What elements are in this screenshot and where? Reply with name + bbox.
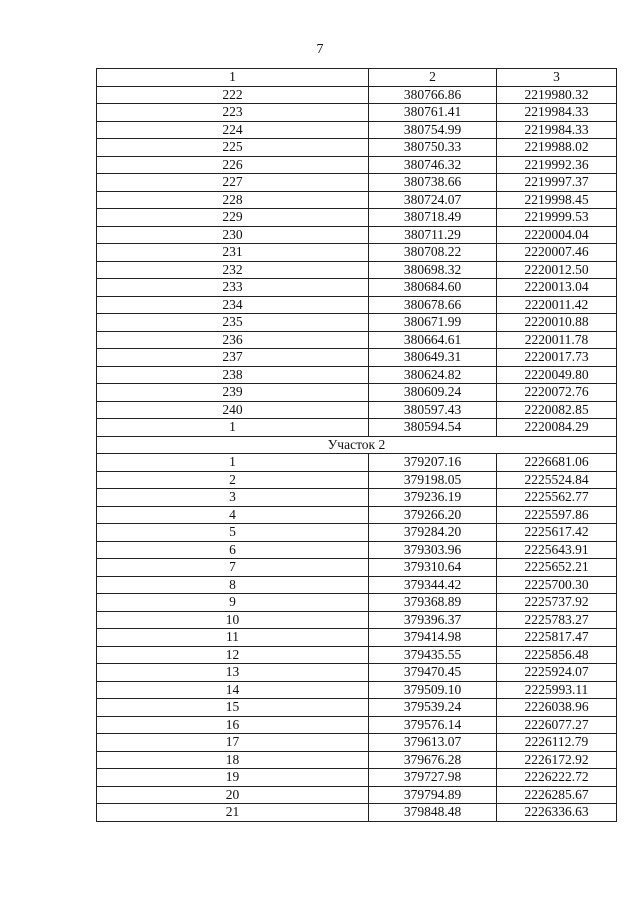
point-number-cell: 2	[97, 471, 369, 489]
table-row	[97, 506, 617, 524]
table-row	[97, 664, 617, 682]
y-coordinate-cell: 2220012.50	[497, 261, 617, 279]
section-title: Участок 2	[97, 436, 617, 454]
table-row	[97, 629, 617, 647]
point-number-cell: 19	[97, 769, 369, 787]
x-coordinate-cell: 380711.29	[369, 226, 497, 244]
point-number-cell: 224	[97, 121, 369, 139]
x-coordinate-cell: 379207.16	[369, 454, 497, 472]
table-row	[97, 86, 617, 104]
y-coordinate-cell: 2219997.37	[497, 174, 617, 192]
table-row	[97, 611, 617, 629]
table-row	[97, 156, 617, 174]
table-row	[97, 104, 617, 122]
y-coordinate-cell: 2225817.47	[497, 629, 617, 647]
x-coordinate-cell: 380609.24	[369, 384, 497, 402]
table-row	[97, 769, 617, 787]
point-number-cell: 3	[97, 489, 369, 507]
table-row	[97, 751, 617, 769]
x-coordinate-cell: 380718.49	[369, 209, 497, 227]
y-coordinate-cell: 2220072.76	[497, 384, 617, 402]
x-coordinate-cell: 379539.24	[369, 699, 497, 717]
y-coordinate-cell: 2220013.04	[497, 279, 617, 297]
point-number-cell: 240	[97, 401, 369, 419]
point-number-cell: 236	[97, 331, 369, 349]
x-coordinate-cell: 380594.54	[369, 419, 497, 437]
y-coordinate-cell: 2219998.45	[497, 191, 617, 209]
point-number-cell: 8	[97, 576, 369, 594]
x-coordinate-cell: 379435.55	[369, 646, 497, 664]
table-row	[97, 226, 617, 244]
x-coordinate-cell: 380738.66	[369, 174, 497, 192]
y-coordinate-cell: 2220010.88	[497, 314, 617, 332]
point-number-cell: 223	[97, 104, 369, 122]
table-row	[97, 646, 617, 664]
table-row	[97, 401, 617, 419]
x-coordinate-cell: 379266.20	[369, 506, 497, 524]
table-row	[97, 734, 617, 752]
table-row	[97, 279, 617, 297]
x-coordinate-cell: 379613.07	[369, 734, 497, 752]
point-number-cell: 16	[97, 716, 369, 734]
point-number-cell: 10	[97, 611, 369, 629]
point-number-cell: 229	[97, 209, 369, 227]
x-coordinate-cell: 380708.22	[369, 244, 497, 262]
table-row	[97, 331, 617, 349]
table-row	[97, 804, 617, 822]
y-coordinate-cell: 2226681.06	[497, 454, 617, 472]
point-number-cell: 225	[97, 139, 369, 157]
table-row	[97, 296, 617, 314]
table-row	[97, 559, 617, 577]
x-coordinate-cell: 380766.86	[369, 86, 497, 104]
y-coordinate-cell: 2225856.48	[497, 646, 617, 664]
point-number-cell: 234	[97, 296, 369, 314]
y-coordinate-cell: 2219980.32	[497, 86, 617, 104]
y-coordinate-cell: 2226222.72	[497, 769, 617, 787]
table-row	[97, 244, 617, 262]
y-coordinate-cell: 2219984.33	[497, 121, 617, 139]
x-coordinate-cell: 380597.43	[369, 401, 497, 419]
x-coordinate-cell: 379284.20	[369, 524, 497, 542]
x-coordinate-cell: 380649.31	[369, 349, 497, 367]
x-coordinate-cell: 379396.37	[369, 611, 497, 629]
y-coordinate-cell: 2219992.36	[497, 156, 617, 174]
table-row	[97, 384, 617, 402]
table-row	[97, 419, 617, 437]
point-number-cell: 1	[97, 419, 369, 437]
y-coordinate-cell: 2225993.11	[497, 681, 617, 699]
table-row	[97, 121, 617, 139]
point-number-cell: 237	[97, 349, 369, 367]
point-number-cell: 222	[97, 86, 369, 104]
y-coordinate-cell: 2226112.79	[497, 734, 617, 752]
table-header-row	[97, 69, 617, 87]
point-number-cell: 4	[97, 506, 369, 524]
x-coordinate-cell: 379727.98	[369, 769, 497, 787]
column-header-1: 1	[97, 69, 369, 87]
table-row	[97, 471, 617, 489]
y-coordinate-cell: 2220049.80	[497, 366, 617, 384]
x-coordinate-cell: 379848.48	[369, 804, 497, 822]
table-row	[97, 594, 617, 612]
table-row	[97, 349, 617, 367]
point-number-cell: 21	[97, 804, 369, 822]
point-number-cell: 12	[97, 646, 369, 664]
y-coordinate-cell: 2220082.85	[497, 401, 617, 419]
table-row	[97, 366, 617, 384]
y-coordinate-cell: 2220017.73	[497, 349, 617, 367]
point-number-cell: 233	[97, 279, 369, 297]
table-row	[97, 209, 617, 227]
point-number-cell: 231	[97, 244, 369, 262]
y-coordinate-cell: 2225643.91	[497, 541, 617, 559]
point-number-cell: 13	[97, 664, 369, 682]
point-number-cell: 6	[97, 541, 369, 559]
x-coordinate-cell: 380761.41	[369, 104, 497, 122]
y-coordinate-cell: 2220011.42	[497, 296, 617, 314]
x-coordinate-cell: 379414.98	[369, 629, 497, 647]
table-row	[97, 314, 617, 332]
column-header-2: 2	[369, 69, 497, 87]
point-number-cell: 228	[97, 191, 369, 209]
x-coordinate-cell: 379198.05	[369, 471, 497, 489]
table-row	[97, 524, 617, 542]
y-coordinate-cell: 2226172.92	[497, 751, 617, 769]
x-coordinate-cell: 379509.10	[369, 681, 497, 699]
table-row	[97, 699, 617, 717]
point-number-cell: 17	[97, 734, 369, 752]
y-coordinate-cell: 2225652.21	[497, 559, 617, 577]
x-coordinate-cell: 379576.14	[369, 716, 497, 734]
y-coordinate-cell: 2225737.92	[497, 594, 617, 612]
table-row	[97, 681, 617, 699]
x-coordinate-cell: 380678.66	[369, 296, 497, 314]
x-coordinate-cell: 379344.42	[369, 576, 497, 594]
table-row	[97, 454, 617, 472]
y-coordinate-cell: 2220084.29	[497, 419, 617, 437]
section-title-row	[97, 436, 617, 454]
table-row	[97, 489, 617, 507]
x-coordinate-cell: 380624.82	[369, 366, 497, 384]
point-number-cell: 15	[97, 699, 369, 717]
table-row	[97, 139, 617, 157]
y-coordinate-cell: 2226038.96	[497, 699, 617, 717]
point-number-cell: 7	[97, 559, 369, 577]
y-coordinate-cell: 2225597.86	[497, 506, 617, 524]
y-coordinate-cell: 2225924.07	[497, 664, 617, 682]
y-coordinate-cell: 2220004.04	[497, 226, 617, 244]
table-row	[97, 261, 617, 279]
point-number-cell: 227	[97, 174, 369, 192]
table-row	[97, 786, 617, 804]
x-coordinate-cell: 380664.61	[369, 331, 497, 349]
y-coordinate-cell: 2226336.63	[497, 804, 617, 822]
x-coordinate-cell: 379303.96	[369, 541, 497, 559]
column-header-3: 3	[497, 69, 617, 87]
x-coordinate-cell: 379676.28	[369, 751, 497, 769]
y-coordinate-cell: 2220007.46	[497, 244, 617, 262]
y-coordinate-cell: 2225617.42	[497, 524, 617, 542]
coordinates-table	[96, 68, 617, 822]
y-coordinate-cell: 2219988.02	[497, 139, 617, 157]
x-coordinate-cell: 380750.33	[369, 139, 497, 157]
point-number-cell: 226	[97, 156, 369, 174]
point-number-cell: 238	[97, 366, 369, 384]
point-number-cell: 5	[97, 524, 369, 542]
y-coordinate-cell: 2225524.84	[497, 471, 617, 489]
table-row	[97, 541, 617, 559]
x-coordinate-cell: 379368.89	[369, 594, 497, 612]
x-coordinate-cell: 380684.60	[369, 279, 497, 297]
y-coordinate-cell: 2225700.30	[497, 576, 617, 594]
table-row	[97, 191, 617, 209]
point-number-cell: 230	[97, 226, 369, 244]
y-coordinate-cell: 2220011.78	[497, 331, 617, 349]
coordinates-table-body	[97, 69, 617, 822]
x-coordinate-cell: 379310.64	[369, 559, 497, 577]
point-number-cell: 1	[97, 454, 369, 472]
x-coordinate-cell: 379236.19	[369, 489, 497, 507]
x-coordinate-cell: 379794.89	[369, 786, 497, 804]
y-coordinate-cell: 2219984.33	[497, 104, 617, 122]
x-coordinate-cell: 379470.45	[369, 664, 497, 682]
y-coordinate-cell: 2225783.27	[497, 611, 617, 629]
point-number-cell: 9	[97, 594, 369, 612]
point-number-cell: 232	[97, 261, 369, 279]
y-coordinate-cell: 2225562.77	[497, 489, 617, 507]
table-row	[97, 716, 617, 734]
y-coordinate-cell: 2226285.67	[497, 786, 617, 804]
page-number: 7	[316, 42, 324, 57]
point-number-cell: 239	[97, 384, 369, 402]
point-number-cell: 235	[97, 314, 369, 332]
point-number-cell: 11	[97, 629, 369, 647]
point-number-cell: 20	[97, 786, 369, 804]
table-row	[97, 174, 617, 192]
x-coordinate-cell: 380724.07	[369, 191, 497, 209]
y-coordinate-cell: 2219999.53	[497, 209, 617, 227]
x-coordinate-cell: 380754.99	[369, 121, 497, 139]
point-number-cell: 14	[97, 681, 369, 699]
y-coordinate-cell: 2226077.27	[497, 716, 617, 734]
x-coordinate-cell: 380746.32	[369, 156, 497, 174]
x-coordinate-cell: 380698.32	[369, 261, 497, 279]
table-row	[97, 576, 617, 594]
point-number-cell: 18	[97, 751, 369, 769]
x-coordinate-cell: 380671.99	[369, 314, 497, 332]
